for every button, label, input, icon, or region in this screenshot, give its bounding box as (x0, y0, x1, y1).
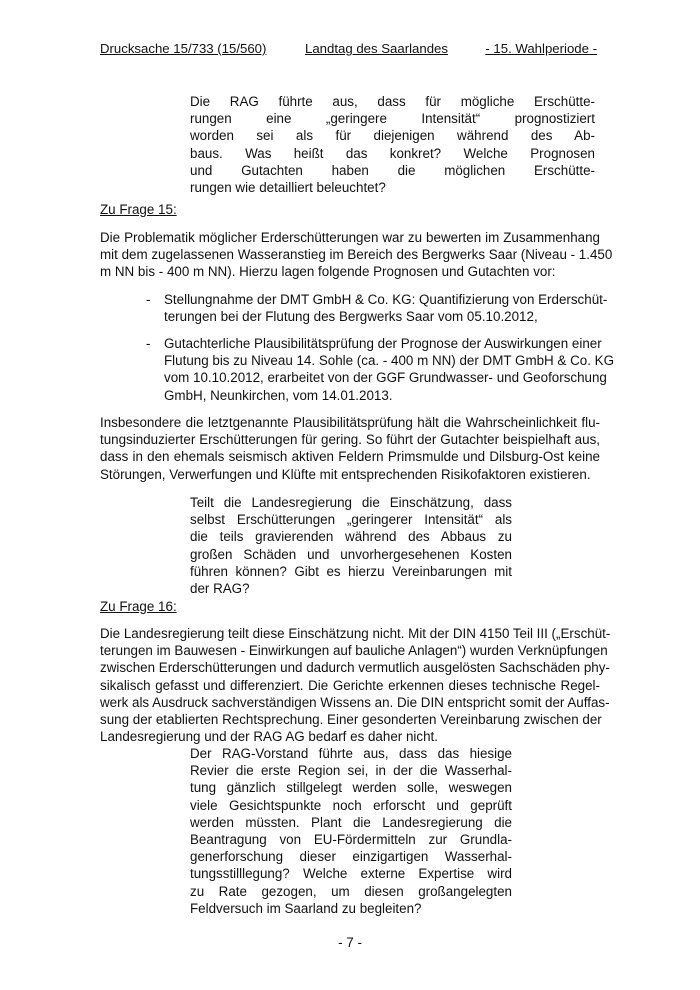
answer-15-intro: Die Problematik möglicher Erderschütterungen war zu bewerten im Zusammenhang mit dem zugelassenen Wasseranstieg im Bereich des Bergwerks Saar (Niveau - 1.450 m NN bis - 400 m NN). Hierzu lagen folgende Prognosen und Gutachten vor: (100, 230, 613, 280)
answer-15-paragraph-2: Insbesondere die letztgenannte Plausibilitätsprüfung hält die Wahrscheinlichkeit flu- tungsinduzierter Erschütterungen für gering. So führt der Gutachter beispielhaft aus, dass in den ehemals seismisch aktiven Feldern Primsmulde und Dilsburg-Ost keine Störungen, Verwerfungen und Klüfte mit entsprechenden Risikofaktoren existieren. (100, 415, 600, 482)
page-number: - 7 - (338, 935, 362, 950)
bullet-item-ggf-review: Gutachterliche Plausibilitätsprüfung der Prognose der Auswirkungen einer Flutung bis zu Niveau 14. Sohle (ca. - 400 m NN) der DMT GmbH & Co. KG vom 10.10.2012, erarbeitet von der GGF Grundwasser- und Geoforschung GmbH, Neunkirchen, vom 14.01.2013. (164, 336, 614, 403)
header-period: - 15. Wahlperiode - (485, 41, 597, 56)
bullet-dash: - (146, 292, 151, 307)
question-16-text: Teilt die Landesregierung die Einschätzung, dass selbst Erschütterungen „geringerer Intensität“ als die teils gravierenden während des Abbaus zu großen Schäden und unvorhergesehenen Kosten führen können? Gibt es hierzu Vereinbarungen mit der RAG? (190, 495, 512, 597)
page-header (100, 40, 600, 60)
question-15-text: Die RAG führte aus, dass für mögliche Erschütte- rungen eine „geringere Intensität“ prognostiziert worden sei als für diejenigen während des Ab- baus. Was heißt das konkret? Welche Prognosen und Gutachten haben die möglichen Erschütte- rungen wie detailliert beleuchtet? (190, 94, 595, 196)
bullet-dash: - (146, 336, 151, 351)
answer-16-heading: Zu Frage 16: (100, 599, 177, 614)
question-17-text: Der RAG-Vorstand führte aus, dass das hiesige Revier die erste Region sei, in der die Wasserhal- tung gänzlich stillgelegt werden solle, weswegen viele Gesichtspunkte noch erforscht und geprüft werden müssten. Plant die Landesregierung die Beantragung von EU-Fördermitteln zur Grundla- generforschung dieser einzigartigen Wasserhal- tungsstilllegung? Welche externe Expertise wird zu Rate gezogen, um diesen großangelegten Feldversuch im Saarland zu begleiten? (190, 746, 512, 916)
header-parliament: Landtag des Saarlandes (305, 41, 448, 56)
bullet-item-dmt-statement: Stellungnahme der DMT GmbH & Co. KG: Quantifizierung von Erderschüt- terungen bei der Flutung des Bergwerks Saar vom 05.10.2012, (164, 292, 608, 325)
answer-15-heading: Zu Frage 15: (100, 202, 177, 217)
answer-16-text: Die Landesregierung teilt diese Einschätzung nicht. Mit der DIN 4150 Teil III („Erschüt- terungen im Bauwesen - Einwirkungen auf bauliche Anlagen“) wurden Verknüpfungen zwischen Erderschütterungen und dadurch vermutlich ausgelösten Sachschäden phy- sikalisch gefasst und differenziert. Die Gerichte erkennen dieses technische Regel- werk als Ausdruck sachverständigen Wissens an. Die DIN entspricht somit der Auffas- sung der etablierten Rechtsprechung. Einer gesonderten Vereinbarung zwischen der Landesregierung und der RAG AG bedarf es daher nicht. (100, 626, 611, 745)
header-document-number: Drucksache 15/733 (15/560) (100, 41, 267, 56)
